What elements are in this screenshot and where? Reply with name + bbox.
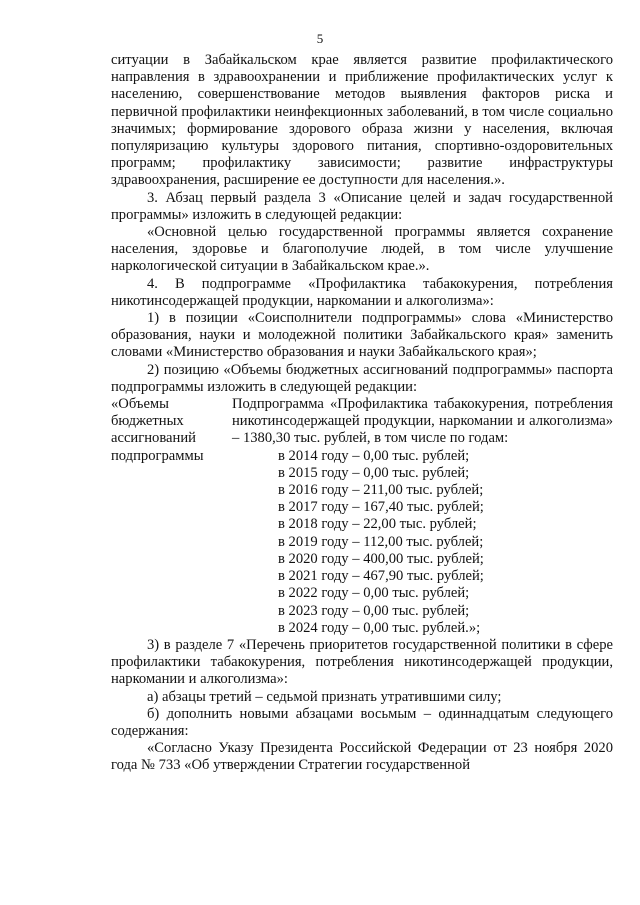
page-number: 5 bbox=[316, 31, 324, 46]
document-body bbox=[111, 52, 613, 775]
budget-table-content bbox=[232, 396, 613, 637]
budget-year-item: в 2019 году – 112,00 тыс. рублей; bbox=[278, 533, 484, 550]
budget-year-item: в 2017 году – 167,40 тыс. рублей; bbox=[278, 499, 484, 516]
budget-year-item: в 2022 году – 0,00 тыс. рублей; bbox=[278, 585, 470, 602]
budget-table bbox=[111, 396, 613, 637]
paragraph-subitem-1: 1) в позиции «Соисполнители подпрограммы» слова «Министерство образования, науки и молодежной политики Забайкальского края» заменить словами «Министерство образования и науки Забайкальского края»; bbox=[111, 310, 613, 361]
paragraph-quote-decree: «Согласно Указу Президента Российской Федерации от 23 ноября 2020 года № 733 «Об утверждении Стратегии государственной bbox=[111, 740, 613, 774]
paragraph-subitem-2: 2) позицию «Объемы бюджетных ассигнований подпрограммы» паспорта подпрограммы изложить в следующей редакции: bbox=[111, 361, 613, 395]
budget-year-item: в 2021 году – 467,90 тыс. рублей; bbox=[278, 568, 484, 585]
budget-year-item: в 2024 году – 0,00 тыс. рублей.»; bbox=[278, 619, 481, 636]
paragraph-subitem-a: а) абзацы третий – седьмой признать утратившими силу; bbox=[147, 688, 502, 705]
budget-year-item: в 2016 году – 211,00 тыс. рублей; bbox=[278, 482, 484, 499]
budget-year-item: в 2014 году – 0,00 тыс. рублей; bbox=[278, 447, 470, 464]
paragraph-item-3: 3. Абзац первый раздела 3 «Описание целей и задач государственной программы» изложить в следующей редакции: bbox=[111, 189, 613, 223]
budget-year-item: в 2020 году – 400,00 тыс. рублей; bbox=[278, 550, 484, 567]
budget-years-list bbox=[232, 448, 613, 637]
paragraph-continuation: ситуации в Забайкальском крае является развитие профилактического направления в здравоохранении и приближение профилактических услуг к населению, совершенствование методов выявления факторов риска и первичной профилактики неинфекционных заболеваний, в том числе социально значимых; формирование здорового образа жизни у населения, включая популяризацию культуры здорового питания, спортивно-оздоровительных программ; профилактику зависимости; развитие инфраструктуры здравоохранения, расширение ее доступности для населения.». bbox=[111, 52, 613, 189]
paragraph-item-4: 4. В подпрограмме «Профилактика табакокурения, потребления никотинсодержащей продукции, наркомании и алкоголизма»: bbox=[111, 275, 613, 309]
paragraph-subitem-3: 3) в разделе 7 «Перечень приоритетов государственной политики в сфере профилактики табакокурения, потребления никотинсодержащей продукции, наркомании и алкоголизма»: bbox=[111, 636, 613, 688]
budget-year-item: в 2015 году – 0,00 тыс. рублей; bbox=[278, 464, 470, 481]
budget-table-description: Подпрограмма «Профилактика табакокурения, потребления никотинсодержащей продукции, наркомании и алкоголизма» – 1380,30 тыс. рублей, в том числе по годам: bbox=[232, 396, 613, 447]
paragraph-quote-goal: «Основной целью государственной программы является сохранение населения, здоровье и благополучие людей, в том числе улучшение наркологической ситуации в Забайкальском крае.». bbox=[111, 224, 613, 275]
paragraph-subitem-b: б) дополнить новыми абзацами восьмым – одиннадцатым следующего содержания: bbox=[111, 705, 613, 739]
budget-year-item: в 2023 году – 0,00 тыс. рублей; bbox=[278, 602, 470, 619]
budget-table-label: «Объемы бюджетных ассигнований подпрограммы bbox=[111, 396, 204, 464]
budget-year-item: в 2018 году – 22,00 тыс. рублей; bbox=[278, 516, 477, 533]
